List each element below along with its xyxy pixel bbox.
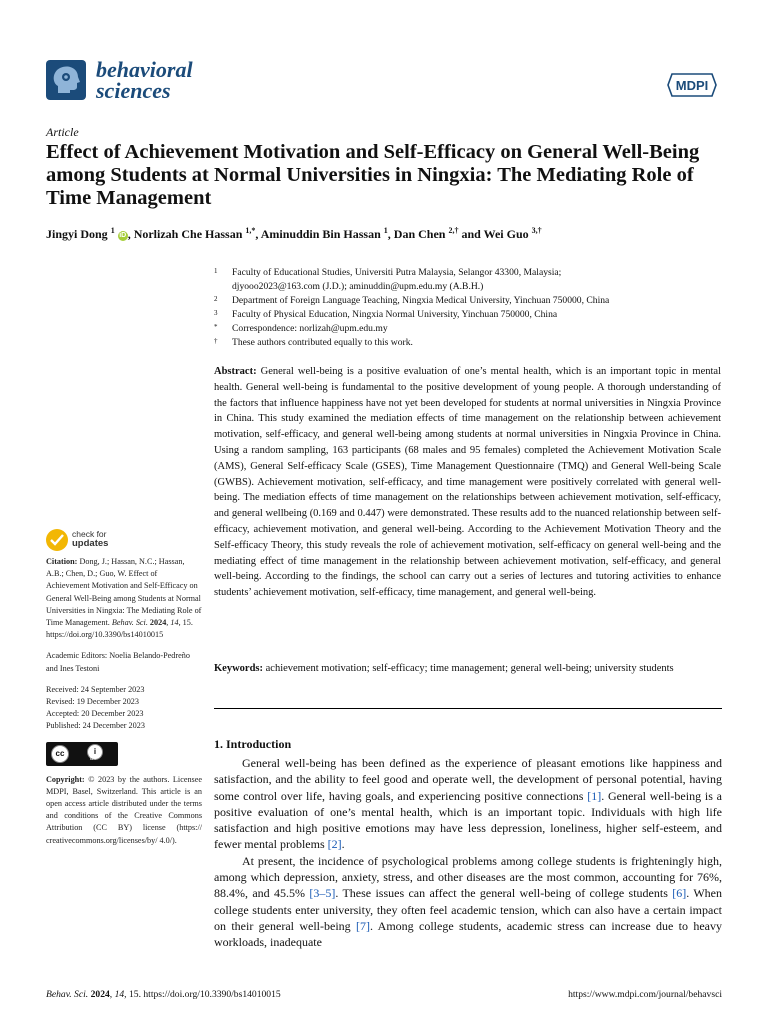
footer-doi-link[interactable]: , 15. https://doi.org/10.3390/bs14010015	[124, 989, 281, 1000]
citation-doi-link[interactable]: , 15. https://doi.org/10.3390/bs14010015	[46, 618, 193, 640]
paragraph: General well-being has been defined as the experience of pleasant emotions like happiness and satisfaction, and the ability to feel good and operate well, the development of personal potential, having some control over life, having goals, and experiencing positive connections [1]. General well-being is a positive evaluation of one’s mental health, which is an important topic. Individuals with high life satisfaction and high positive emotions may have less depression, loneliness, higher self-esteem, and fewer mental problems [2].	[214, 756, 723, 852]
cc-by-license-badge[interactable]: cc i BY	[46, 742, 118, 766]
attribution-icon: i	[87, 744, 103, 760]
check-updates-icon	[46, 529, 68, 551]
affiliation-item: 1 Faculty of Educational Studies, Universiti Putra Malaysia, Selangor 43300, Malaysia;	[214, 267, 562, 278]
journal-logo-icon	[46, 60, 86, 100]
affiliation-item: 3 Faculty of Physical Education, Ningxia Normal University, Yinchuan 750000, China	[214, 309, 558, 320]
abstract	[214, 364, 721, 601]
author-affiliation-mark: 1	[110, 226, 115, 235]
orcid-icon[interactable]: iD	[119, 232, 127, 239]
body-text	[214, 755, 722, 951]
copyright-notice: Copyright: © 2023 by the authors. Licensee MDPI, Basel, Switzerland. This article is an open access article distributed under the terms and conditions of the Creative Commons Attribution (CC BY) license (https:// creativecommons.org/licenses/by/ 4.0/).	[46, 774, 203, 845]
affiliations-list	[214, 266, 734, 350]
abstract-text: General well-being is a positive evaluation of one’s mental health, which is an important topic in mental health. General well-being is fundamental to the positive development of young people. A thorough understanding of the factors that influence happiness have not yet been developed for students at normal universities in Ningxia Province in China. This study examined the mediation effects of time management on the relationship between achievement motivation, self-efficacy, and general well-being among students at normal universities in Ningxia Province in China. Using a random sampling, 163 participants (68 males and 95 females) completed the Achievement Motivation Scale (AMS), General Self-efficacy Scale (GSES), Time Management Questionnaire (TMQ) and General Well-being Scale (GWBS). Achievement motivation, self-efficacy, and time management were positively correlated with general well-being. The mediation effects of time management on the relationships between achievement motivation, self-efficacy, and general wellbeing (0.169 and 0.447) were demonstrated. These results add to the nuanced relationship between self-efficacy, achievement motivation, and general well-being. According to the Achievement Motivation Theory and the Self-efficacy Theory, this study reveals the role of achievement motivation, self-efficacy on general well-being and the mediating effect of time management in the relationship between achievement motivation, self-efficacy, and general well-being. According to the findings, the school can carry out a series of lectures and tutoring activities to enhance students’ achievement motivation, self-efficacy, time management, and general well-being.	[214, 366, 721, 599]
author-affiliation-mark: 1,*	[245, 226, 256, 235]
citation-link[interactable]: [2]	[327, 837, 342, 852]
author-name[interactable]: Dan Chen	[393, 227, 446, 241]
article-title: Effect of Achievement Motivation and Self-Efficacy on General Well-Being among Students at Normal Universities in Ningxia: The Mediating Role of Time Management	[46, 141, 700, 209]
footer-journal-link[interactable]: https://www.mdpi.com/journal/behavsci	[568, 989, 722, 1000]
author-name[interactable]: Wei Guo	[483, 227, 529, 241]
check-for-updates-button[interactable]	[46, 528, 166, 552]
author-name[interactable]: Jingyi Dong	[46, 227, 108, 241]
keywords	[214, 661, 721, 677]
footer-citation: Behav. Sci. 2024, 14, 15. https://doi.org/10.3390/bs14010015	[46, 989, 281, 1000]
citation-link[interactable]: [1]	[587, 788, 602, 803]
author-name[interactable]: Aminuddin Bin Hassan	[260, 227, 381, 241]
equal-contribution-note: † These authors contributed equally to this work.	[214, 337, 413, 348]
affiliation-item: 2 Department of Foreign Language Teaching, Ningxia Medical University, Yinchuan 750000, China	[214, 295, 610, 306]
author-affiliation-mark: 2,†	[448, 226, 459, 235]
mdpi-logo	[666, 72, 718, 98]
citation-link[interactable]: [6]	[672, 886, 687, 901]
author-affiliation-mark: 1	[383, 226, 388, 235]
svg-text:MDPI: MDPI	[675, 78, 709, 93]
academic-editors: Academic Editors: Noelia Belando-Pedreño and Ines Testoni	[46, 651, 190, 673]
section-divider	[214, 708, 722, 709]
check-updates-label: check for updates	[72, 529, 109, 549]
sidebar-metadata	[46, 556, 202, 847]
publication-dates: Received: 24 September 2023 Revised: 19 December 2023 Accepted: 20 December 2023 Published: 24 December 2023	[46, 684, 145, 731]
citation-link[interactable]: [7]	[356, 918, 370, 933]
author-affiliation-mark: 3,†	[531, 226, 542, 235]
keywords-text: achievement motivation; self-efficacy; time management; general well-being; university students	[265, 663, 674, 674]
keywords-label: Keywords:	[214, 663, 263, 674]
journal-name: behavioral sciences	[96, 57, 193, 103]
citation-block: Citation: Dong, J.; Hassan, N.C.; Hassan, A.B.; Chen, D.; Guo, W. Effect of Achievement Motivation and Self-Efficacy on General Well-Being among Students at Normal Universities in Ningxia: The Mediating Role of Time Management. Behav. Sci. 2024, 14, 15. https://doi.org/10.3390/bs14010015	[46, 557, 202, 640]
author-name[interactable]: Norlizah Che Hassan	[133, 227, 243, 241]
cc-icon: cc	[51, 745, 69, 763]
correspondence-note: * Correspondence: norlizah@upm.edu.my	[214, 323, 388, 334]
citation-link[interactable]: [3–5]	[309, 886, 336, 901]
affiliation-item: djyooo2023@163.com (J.D.); aminuddin@upm.edu.my (A.B.H.)	[232, 281, 484, 292]
author-list: Jingyi Dong $^1$ iD , Norlizah Che Hassan $^{1,*}$, Aminuddin Bin Hassan $^1$, Dan Chen $^{2,\dagger}$ and Wei Guo $^{3,\dagger}$	[46, 226, 542, 241]
article-type-label: Article	[46, 125, 79, 139]
paragraph: At present, the incidence of psychological problems among college students is frighteningly high, among which depression, anxiety, stress, and other diseases are the most common, accounting for 76%, 88.4%, and 45.5% [3–5]. These issues can affect the general well-being of college students [6]. When college students enter university, they often feel academic tension, which can also have a certain impact on their general well-being [7]. Among college students, academic stress can increase due to heavy workloads, inadequate	[214, 853, 722, 950]
section-heading: 1. Introduction	[214, 737, 292, 751]
abstract-label: Abstract:	[214, 366, 257, 377]
